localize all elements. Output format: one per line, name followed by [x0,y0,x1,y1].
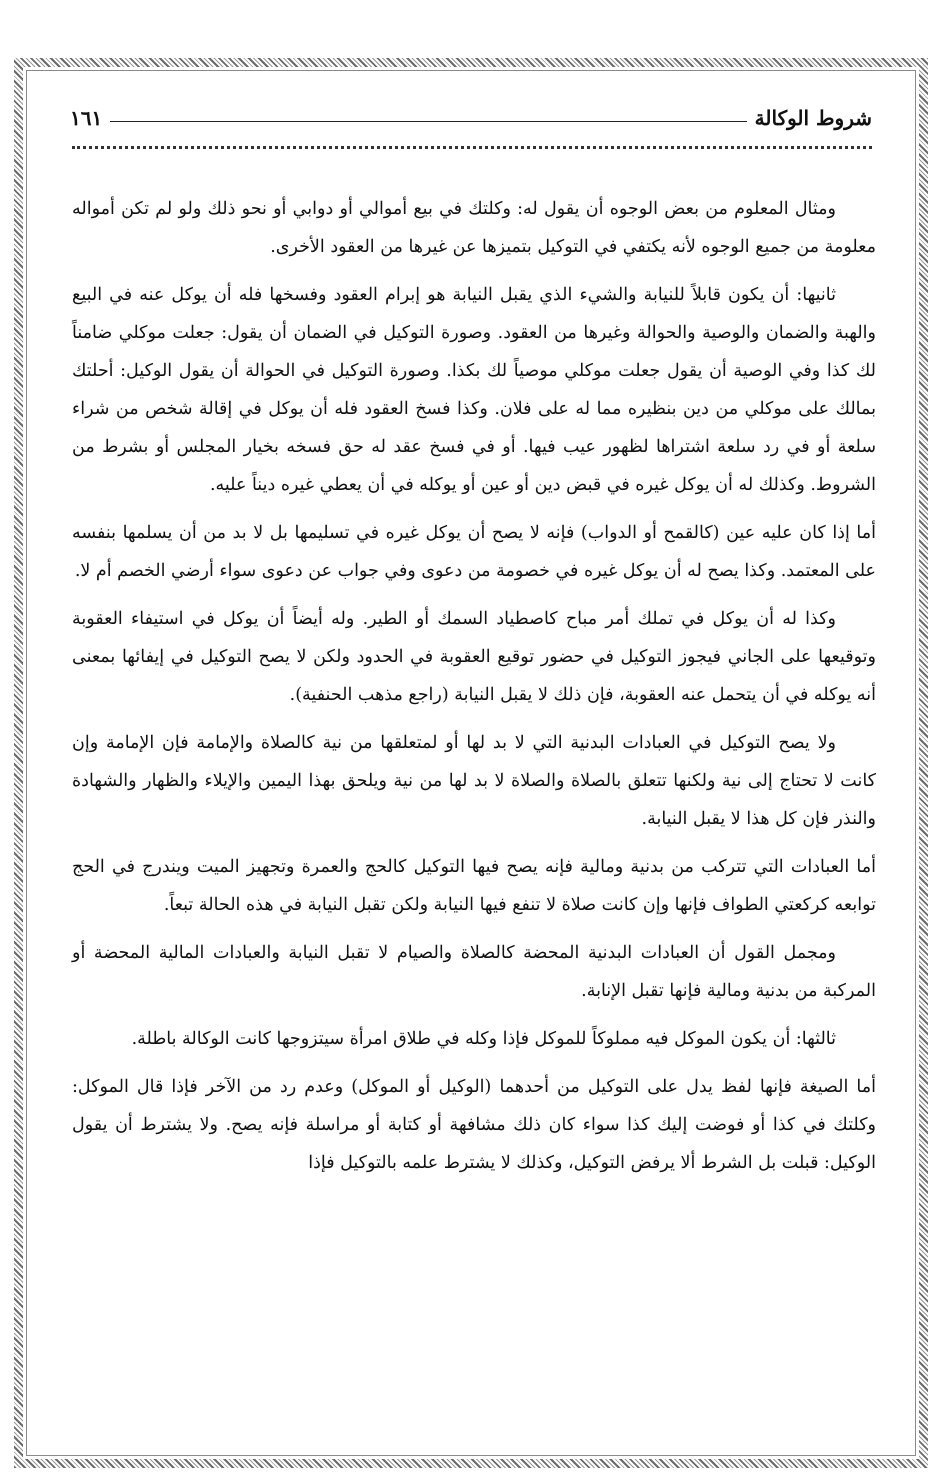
header-rule [110,121,746,122]
paragraph: ولا يصح التوكيل في العبادات البدنية التي لا بد لها أو لمتعلقها من نية كالصلاة والإمامة فإن الإمامة وإن كانت لا تحتاج إلى نية ولكنها تتعلق بالصلاة والصلاة لا بد لها من نية ويلحق بهذا اليمين والإيلاء والظهار والشهادة والنذر فإن كل هذا لا يقبل النيابة. [72,733,876,829]
dotted-divider [72,146,872,149]
body-text [72,190,876,1192]
page-number: ١٦١ [70,106,103,130]
header-title: شروط الوكالة [754,106,872,130]
paragraph: ثانيها: أن يكون قابلاً للنيابة والشيء الذي يقبل النيابة هو إبرام العقود وفسخها فله أن يوكل عنه في البيع والهبة والضمان والوصية والحوالة وغيرها من العقود. وصورة التوكيل في الضمان أن يقول: جعلت موكلي ضامناً لك كذا وفي الوصية أن يقول جعلت موكلي موصياً لك بكذا. وصورة التوكيل في الحوالة أن يقول الوكيل: أحلتك بمالك على موكلي من دين بنظيره مما له على فلان. وكذا فسخ العقود فله أن يوكل في إقالة شخص من شراء سلعة أو في رد سلعة اشتراها لظهور عيب فيها. أو في فسخ عقد له حق فسخه بخيار المجلس أو بشرط من الشروط. وكذلك له أن يوكل غيره في قبض دين أو عين أو يوكله في أن يعطي غيره ديناً عليه. [72,285,876,495]
paragraph: ومجمل القول أن العبادات البدنية المحضة كالصلاة والصيام لا تقبل النيابة والعبادات المالية المحضة أو المركبة من بدنية ومالية فإنها تقبل الإنابة. [72,943,876,1001]
paragraph: ومثال المعلوم من بعض الوجوه أن يقول له: وكلتك في بيع أموالي أو دوابي أو نحو ذلك ولو لم تكن أمواله معلومة من جميع الوجوه لأنه يكتفي في التوكيل بتميزها عن غيرها من العقود الأخرى. [72,199,876,257]
paragraph: ثالثها: أن يكون الموكل فيه مملوكاً للموكل فإذا وكله في طلاق امرأة سيتزوجها كانت الوكالة باطلة. [131,1029,836,1049]
paragraph: أما العبادات التي تتركب من بدنية ومالية فإنه يصح فيها التوكيل كالحج والعمرة وتجهيز الميت ويندرج في الحج توابعه كركعتي الطواف فإنها وإن كانت صلاة لا تنفع فيها النيابة ولكن تقبل النيابة في هذه الحالة تبعاً. [72,857,876,915]
paragraph: أما الصيغة فإنها لفظ يدل على التوكيل من أحدهما (الوكيل أو الموكل) وعدم رد من الآخر فإذا قال الموكل: وكلتك في كذا أو فوضت إليك كذا سواء كان ذلك مشافهة أو كتابة أو مراسلة فإنه يصح. ولا يشترط أن يقول الوكيل: قبلت بل الشرط ألا يرفض التوكيل، وكذلك لا يشترط علمه بالتوكيل فإذا [72,1077,876,1173]
paragraph: وكذا له أن يوكل في تملك أمر مباح كاصطياد السمك أو الطير. وله أيضاً أن يوكل في استيفاء العقوبة وتوقيعها على الجاني فيجوز التوكيل في حضور توقيع العقوبة في الحدود ولكن لا يصح التوكيل في إيفائها بمعنى أنه يوكله في أن يتحمل عنه العقوبة، فإن ذلك لا يقبل النيابة (راجع مذهب الحنفية). [72,609,876,705]
running-header [70,100,872,136]
paragraph: أما إذا كان عليه عين (كالقمح أو الدواب) فإنه لا يصح أن يوكل غيره في تسليمها بل لا بد من أن يسلمها بنفسه على المعتمد. وكذا يصح له أن يوكل غيره في خصومة من دعوى وفي جواب عن دعوى سواء أرضي الخصم أم لا. [72,523,876,581]
